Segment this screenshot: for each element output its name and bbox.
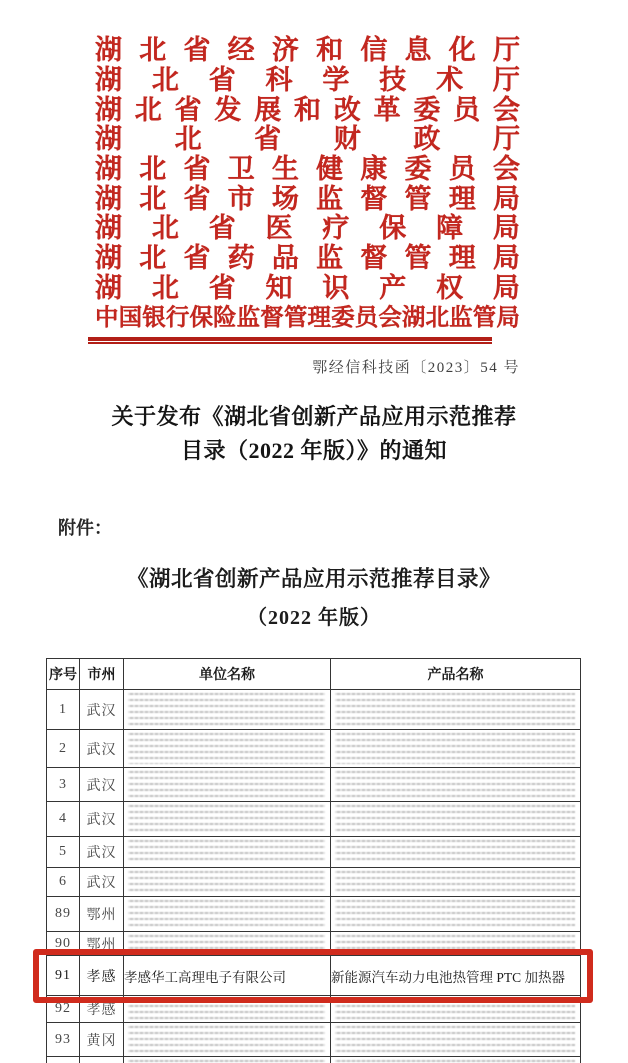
cell-city: 鄂州 <box>80 897 124 932</box>
notice-title-line2: 目录（2022 年版）》的通知 <box>180 438 447 463</box>
table-row <box>47 1057 581 1063</box>
cell-serial: 1 <box>47 690 80 730</box>
cell-product <box>331 802 581 837</box>
col-header-city: 市州 <box>80 659 124 690</box>
cell-product <box>331 932 581 956</box>
redacted-text <box>335 805 575 833</box>
attachment-label: 附件： <box>58 518 112 538</box>
letterhead-rule <box>88 337 492 344</box>
cell-unit <box>124 996 331 1023</box>
redacted-text <box>335 840 575 864</box>
catalog-title: 《湖北省创新产品应用示范推荐目录》 <box>126 567 501 591</box>
cell-product <box>331 690 581 730</box>
cell-serial: 92 <box>47 996 80 1023</box>
table-row <box>47 730 581 768</box>
header-row <box>47 659 581 690</box>
cell-product <box>331 1057 581 1063</box>
cell-city: 黄冈 <box>80 1023 124 1057</box>
redacted-text <box>335 771 575 798</box>
cell-unit <box>124 932 331 956</box>
cell-product: 新能源汽车动力电池热管理 PTC 加热器 <box>331 956 581 996</box>
redacted-text <box>335 871 575 893</box>
table-row <box>47 1023 581 1057</box>
cell-serial: 2 <box>47 730 80 768</box>
department-name: 中 国 银 行 保 险 监 督 管 理 委 员 会 湖 北 监 管 局 <box>95 305 520 332</box>
redacted-text <box>128 871 325 893</box>
cell-product <box>331 897 581 932</box>
cell-unit <box>124 1023 331 1057</box>
col-header-unit: 单位名称 <box>124 659 331 690</box>
department-name: 湖 北 省 科 学 技 术 厅 <box>95 65 520 96</box>
redacted-text <box>128 999 325 1019</box>
cell-city: 武汉 <box>80 837 124 868</box>
cell-city: 孝感 <box>80 956 124 996</box>
cell-city: 武汉 <box>80 802 124 837</box>
cell-serial <box>47 1057 80 1063</box>
department-name: 湖 北 省 财 政 厅 <box>95 124 520 155</box>
catalog-table-body <box>47 690 581 1063</box>
cell-city: 鄂州 <box>80 932 124 956</box>
table-row <box>47 768 581 802</box>
cell-serial: 93 <box>47 1023 80 1057</box>
table-row <box>47 956 581 996</box>
cell-serial: 5 <box>47 837 80 868</box>
cell-product <box>331 768 581 802</box>
cell-unit <box>124 868 331 897</box>
cell-serial: 90 <box>47 932 80 956</box>
redacted-text <box>128 771 325 798</box>
cell-city <box>80 1057 124 1063</box>
table-row <box>47 932 581 956</box>
redacted-text <box>128 693 325 726</box>
cell-product <box>331 837 581 868</box>
redacted-text <box>128 935 325 952</box>
redacted-text <box>128 1026 325 1053</box>
cell-serial: 6 <box>47 868 80 897</box>
cell-unit <box>124 897 331 932</box>
cell-city: 武汉 <box>80 730 124 768</box>
cell-product <box>331 730 581 768</box>
cell-serial: 89 <box>47 897 80 932</box>
catalog-subtitle: （2022 年版） <box>247 607 381 629</box>
table-row <box>47 690 581 730</box>
cell-unit <box>124 802 331 837</box>
department-name: 湖 北 省 药 品 监 督 管 理 局 <box>95 243 520 274</box>
col-header-product: 产品名称 <box>331 659 581 690</box>
department-name: 湖 北 省 发 展 和 改 革 委 员 会 <box>95 94 520 125</box>
cell-unit <box>124 768 331 802</box>
department-name: 湖 北 省 医 疗 保 障 局 <box>95 213 520 244</box>
cell-serial: 91 <box>47 956 80 996</box>
cell-city: 武汉 <box>80 768 124 802</box>
redacted-text <box>128 840 325 864</box>
department-name: 湖 北 省 市 场 监 督 管 理 局 <box>95 183 520 214</box>
cell-product <box>331 996 581 1023</box>
cell-unit: 孝感华工高理电子有限公司 <box>124 956 331 996</box>
table-row <box>47 802 581 837</box>
cell-city: 武汉 <box>80 868 124 897</box>
cell-product <box>331 868 581 897</box>
cell-product <box>331 1023 581 1057</box>
redacted-text <box>335 935 575 952</box>
department-name: 湖 北 省 卫 生 健 康 委 员 会 <box>95 154 520 185</box>
notice-title-line1: 关于发布《湖北省创新产品应用示范推荐 <box>111 404 517 429</box>
redacted-text <box>128 805 325 833</box>
cell-city: 武汉 <box>80 690 124 730</box>
cell-serial: 4 <box>47 802 80 837</box>
cell-serial: 3 <box>47 768 80 802</box>
table-row <box>47 837 581 868</box>
col-header-serial: 序号 <box>47 659 80 690</box>
redacted-text <box>128 900 325 928</box>
cell-city: 孝感 <box>80 996 124 1023</box>
cell-unit <box>124 837 331 868</box>
table-row <box>47 868 581 897</box>
table-row <box>47 996 581 1023</box>
department-name: 湖 北 省 经 济 和 信 息 化 厅 <box>95 35 520 66</box>
redacted-text <box>335 733 575 764</box>
redacted-text <box>335 693 575 726</box>
catalog-table <box>46 658 581 1063</box>
department-list <box>95 33 520 330</box>
redacted-text <box>335 900 575 928</box>
cell-unit <box>124 1057 331 1063</box>
notice-title <box>0 400 628 468</box>
redacted-text <box>128 733 325 764</box>
catalog-table-header <box>47 659 581 690</box>
redacted-text <box>335 999 575 1019</box>
document-number: 鄂经信科技函〔2023〕54 号 <box>312 360 520 376</box>
redacted-text <box>335 1026 575 1053</box>
table-row <box>47 897 581 932</box>
cell-unit <box>124 730 331 768</box>
department-name: 湖 北 省 知 识 产 权 局 <box>95 272 520 303</box>
cell-unit <box>124 690 331 730</box>
